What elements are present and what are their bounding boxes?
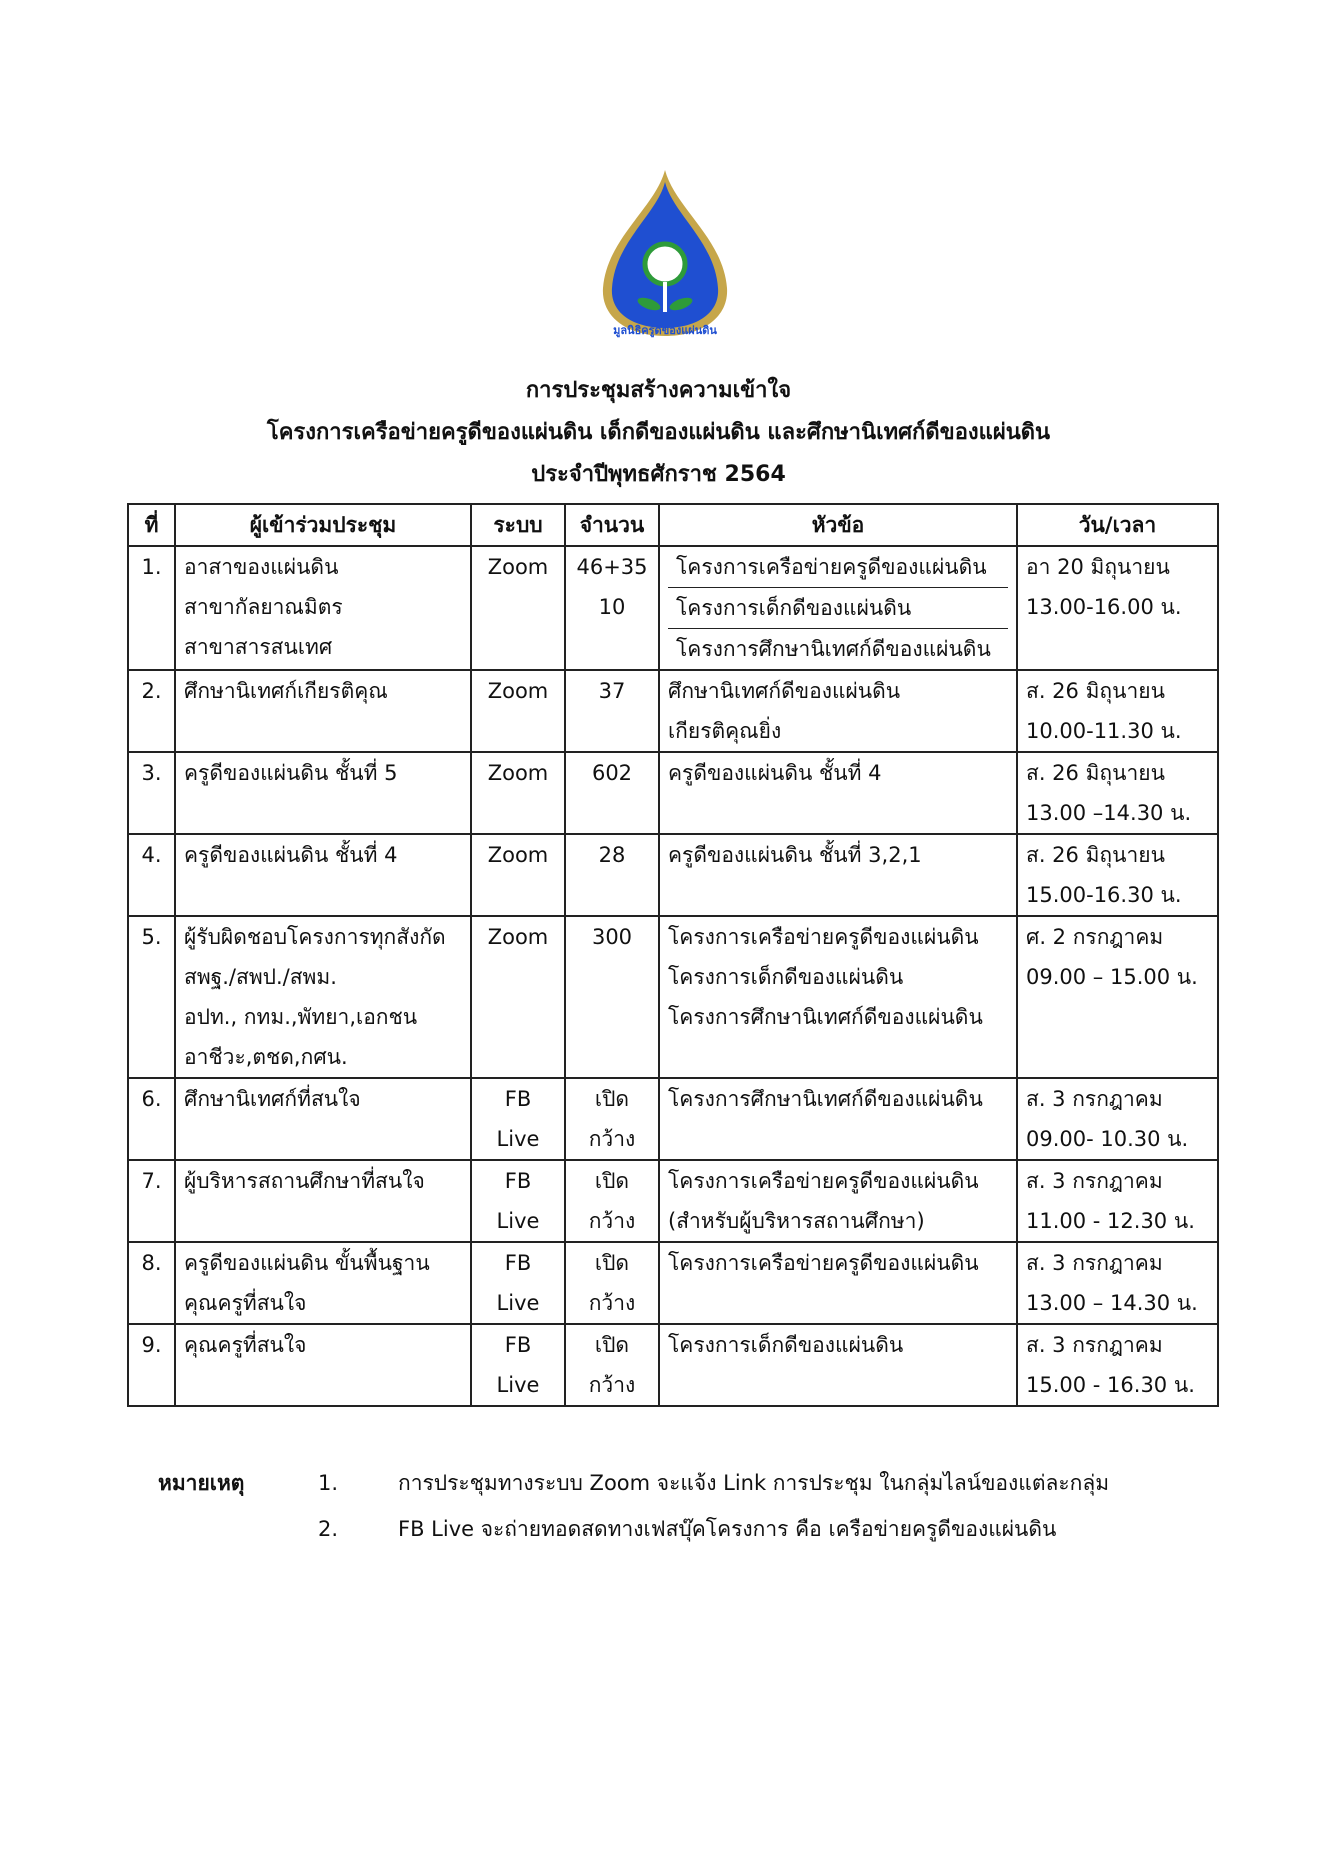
system-cell-line: Live bbox=[496, 1127, 540, 1151]
logo-text: มูลนิธิครูดีของแผ่นดิน bbox=[613, 324, 717, 337]
datetime-cell bbox=[1017, 1324, 1218, 1406]
header-participants: ผู้เข้าร่วมประชุม bbox=[175, 504, 471, 546]
system-cell bbox=[471, 834, 565, 916]
table-row bbox=[128, 1160, 1218, 1242]
count-cell bbox=[565, 1324, 659, 1406]
datetime-cell bbox=[1017, 546, 1218, 670]
participants-cell-line: อาชีวะ,ตชด,กศน. bbox=[184, 1045, 348, 1069]
topic-cell bbox=[659, 752, 1017, 834]
count-cell-line: 37 bbox=[598, 679, 626, 703]
topic-cell-line: โครงการเด็กดีของแผ่นดิน bbox=[668, 965, 904, 989]
count-cell bbox=[565, 670, 659, 752]
participants-cell-line: อปท., กทม.,พัทยา,เอกชน bbox=[184, 1005, 418, 1029]
table-row bbox=[128, 670, 1218, 752]
header-no: ที่ bbox=[128, 504, 175, 546]
logo-stem bbox=[663, 282, 667, 312]
datetime-cell-line: 10.00-11.30 น. bbox=[1026, 719, 1182, 743]
header-count: จำนวน bbox=[565, 504, 659, 546]
system-cell bbox=[471, 916, 565, 1078]
system-cell-line: FB bbox=[504, 1251, 532, 1275]
datetime-cell bbox=[1017, 670, 1218, 752]
note-number: 2. bbox=[318, 1517, 339, 1541]
topic-cell bbox=[659, 1078, 1017, 1160]
topic-cell bbox=[659, 546, 1017, 670]
datetime-cell-line: ส. 3 กรกฎาคม bbox=[1026, 1251, 1163, 1275]
header-system: ระบบ bbox=[471, 504, 565, 546]
datetime-cell bbox=[1017, 752, 1218, 834]
datetime-cell-line: ศ. 2 กรกฎาคม bbox=[1026, 925, 1164, 949]
table-row bbox=[128, 1242, 1218, 1324]
count-cell bbox=[565, 1242, 659, 1324]
count-cell-line: กว้าง bbox=[588, 1127, 636, 1151]
note-text: FB Live จะถ่ายทอดสดทางเฟสบุ๊คโครงการ คือ เครือข่ายครูดีของแผ่นดิน bbox=[398, 1517, 1057, 1541]
system-cell bbox=[471, 1242, 565, 1324]
row-number: 1. bbox=[128, 546, 175, 670]
system-cell-line: FB bbox=[504, 1087, 532, 1111]
participants-cell-line: ผู้รับผิดชอบโครงการทุกสังกัด bbox=[184, 925, 446, 949]
table-row bbox=[128, 752, 1218, 834]
row-number: 2. bbox=[128, 670, 175, 752]
participants-cell-line: สาขาสารสนเทศ bbox=[184, 635, 333, 659]
topic-cell-line: โครงการศึกษานิเทศก์ดีของแผ่นดิน bbox=[668, 1087, 983, 1111]
datetime-cell bbox=[1017, 1242, 1218, 1324]
topic-cell-line: โครงการศึกษานิเทศก์ดีของแผ่นดิน bbox=[668, 1005, 983, 1029]
datetime-cell-line: 09.00- 10.30 น. bbox=[1026, 1127, 1189, 1151]
datetime-cell-line: 15.00 - 16.30 น. bbox=[1026, 1373, 1195, 1397]
participants-cell-line: คุณครูที่สนใจ bbox=[184, 1291, 307, 1315]
count-cell-line: กว้าง bbox=[588, 1209, 636, 1233]
datetime-cell bbox=[1017, 1078, 1218, 1160]
count-cell-line: กว้าง bbox=[588, 1373, 636, 1397]
topic-cell bbox=[659, 916, 1017, 1078]
participants-cell-line: ครูดีของแผ่นดิน ชั้นที่ 4 bbox=[184, 843, 398, 867]
system-cell bbox=[471, 1324, 565, 1406]
participants-cell-line: ศึกษานิเทศก์ที่สนใจ bbox=[184, 1087, 361, 1111]
datetime-cell-line: ส. 3 กรกฎาคม bbox=[1026, 1087, 1163, 1111]
participants-cell-line: สพฐ./สพป./สพม. bbox=[184, 965, 337, 989]
participants-cell bbox=[175, 1242, 471, 1324]
datetime-cell-line: 13.00 – 14.30 น. bbox=[1026, 1291, 1198, 1315]
topic-cell bbox=[659, 670, 1017, 752]
header-datetime: วัน/เวลา bbox=[1017, 504, 1218, 546]
count-cell-line: เปิด bbox=[594, 1333, 630, 1357]
count-cell-line: เปิด bbox=[594, 1169, 630, 1193]
row-number: 9. bbox=[128, 1324, 175, 1406]
note-item bbox=[158, 1506, 1109, 1552]
count-cell bbox=[565, 752, 659, 834]
note-number: 1. bbox=[318, 1471, 339, 1495]
participants-cell-line: อาสาของแผ่นดิน bbox=[184, 555, 339, 579]
count-cell-line: 300 bbox=[591, 925, 633, 949]
count-cell-line: 46+35 bbox=[576, 555, 648, 579]
system-cell-line: Zoom bbox=[487, 761, 549, 785]
topic-cell-line: (สำหรับผู้บริหารสถานศึกษา) bbox=[668, 1209, 925, 1233]
table-row bbox=[128, 1324, 1218, 1406]
topic-cell bbox=[659, 1324, 1017, 1406]
system-cell-line: FB bbox=[504, 1333, 532, 1357]
table-row bbox=[128, 1078, 1218, 1160]
table-row bbox=[128, 546, 1218, 670]
topic-cell-line: ครูดีของแผ่นดิน ชั้นที่ 4 bbox=[668, 761, 882, 785]
row-number: 4. bbox=[128, 834, 175, 916]
row-number: 3. bbox=[128, 752, 175, 834]
system-cell bbox=[471, 670, 565, 752]
count-cell-line: 28 bbox=[598, 843, 626, 867]
topic-cell-line: ครูดีของแผ่นดิน ชั้นที่ 3,2,1 bbox=[668, 843, 922, 867]
topic-cell-line: โครงการเครือข่ายครูดีของแผ่นดิน bbox=[668, 547, 1008, 588]
title-line-3: ประจำปีพุทธศักราช 2564 bbox=[531, 462, 786, 487]
system-cell bbox=[471, 1160, 565, 1242]
participants-cell-line: ผู้บริหารสถานศึกษาที่สนใจ bbox=[184, 1169, 425, 1193]
notes bbox=[158, 1460, 1109, 1552]
title-line-2: โครงการเครือข่ายครูดีของแผ่นดิน เด็กดีของแผ่นดิน และศึกษานิเทศก์ดีของแผ่นดิน bbox=[266, 420, 1051, 445]
participants-cell bbox=[175, 916, 471, 1078]
topic-cell-line: โครงการเด็กดีของแผ่นดิน bbox=[668, 1333, 904, 1357]
count-cell bbox=[565, 834, 659, 916]
datetime-cell-line: ส. 3 กรกฎาคม bbox=[1026, 1169, 1163, 1193]
table-row bbox=[128, 834, 1218, 916]
datetime-cell-line: 11.00 - 12.30 น. bbox=[1026, 1209, 1195, 1233]
topic-cell-line: ศึกษานิเทศก์ดีของแผ่นดิน bbox=[668, 679, 901, 703]
count-cell-line: เปิด bbox=[594, 1087, 630, 1111]
topic-cell-line: โครงการเครือข่ายครูดีของแผ่นดิน bbox=[668, 1169, 979, 1193]
count-cell bbox=[565, 1160, 659, 1242]
topic-cell-line: โครงการเครือข่ายครูดีของแผ่นดิน bbox=[668, 1251, 979, 1275]
topic-cell bbox=[659, 834, 1017, 916]
participants-cell bbox=[175, 1078, 471, 1160]
count-cell bbox=[565, 546, 659, 670]
datetime-cell bbox=[1017, 834, 1218, 916]
header-topic: หัวข้อ bbox=[659, 504, 1017, 546]
count-cell-line: 602 bbox=[591, 761, 633, 785]
row-number: 6. bbox=[128, 1078, 175, 1160]
system-cell-line: Zoom bbox=[487, 679, 549, 703]
row-number: 5. bbox=[128, 916, 175, 1078]
foundation-logo bbox=[585, 168, 745, 340]
system-cell-line: Live bbox=[496, 1291, 540, 1315]
participants-cell-line: ครูดีของแผ่นดิน ขั้นพื้นฐาน bbox=[184, 1251, 430, 1275]
topic-cell-line: โครงการศึกษานิเทศก์ดีของแผ่นดิน bbox=[676, 637, 991, 661]
participants-cell bbox=[175, 546, 471, 670]
count-cell bbox=[565, 1078, 659, 1160]
datetime-cell-line: ส. 3 กรกฎาคม bbox=[1026, 1333, 1163, 1357]
participants-cell-line: คุณครูที่สนใจ bbox=[184, 1333, 307, 1357]
system-cell bbox=[471, 1078, 565, 1160]
logo-flower-ring bbox=[645, 244, 685, 284]
datetime-cell-line: ส. 26 มิถุนายน bbox=[1026, 843, 1165, 867]
system-cell-line: Live bbox=[496, 1209, 540, 1233]
participants-cell bbox=[175, 1160, 471, 1242]
datetime-cell bbox=[1017, 1160, 1218, 1242]
system-cell bbox=[471, 752, 565, 834]
participants-cell bbox=[175, 834, 471, 916]
topic-cell bbox=[659, 1242, 1017, 1324]
datetime-cell-line: อา 20 มิถุนายน bbox=[1026, 555, 1170, 579]
datetime-cell-line: ส. 26 มิถุนายน bbox=[1026, 761, 1165, 785]
count-cell-line: กว้าง bbox=[588, 1291, 636, 1315]
participants-cell-line: ครูดีของแผ่นดิน ชั้นที่ 5 bbox=[184, 761, 398, 785]
participants-cell bbox=[175, 1324, 471, 1406]
table-header-row bbox=[128, 504, 1218, 546]
system-cell-line: Live bbox=[496, 1373, 540, 1397]
row-number: 8. bbox=[128, 1242, 175, 1324]
topic-cell-line: โครงการเครือข่ายครูดีของแผ่นดิน bbox=[668, 925, 979, 949]
participants-cell-line: สาขากัลยาณมิตร bbox=[184, 595, 343, 619]
system-cell bbox=[471, 546, 565, 670]
count-cell-line: เปิด bbox=[594, 1251, 630, 1275]
datetime-cell-line: 09.00 – 15.00 น. bbox=[1026, 965, 1198, 989]
topic-cell bbox=[659, 1160, 1017, 1242]
note-text: การประชุมทางระบบ Zoom จะแจ้ง Link การประชุม ในกลุ่มไลน์ของแต่ละกลุ่ม bbox=[398, 1471, 1110, 1495]
title-line-1: การประชุมสร้างความเข้าใจ bbox=[525, 378, 792, 403]
document-title bbox=[0, 370, 1317, 496]
schedule-table bbox=[127, 503, 1219, 1407]
notes-label: หมายเหตุ bbox=[158, 1471, 245, 1495]
datetime-cell-line: 13.00 –14.30 น. bbox=[1026, 801, 1192, 825]
participants-cell-line: ศึกษานิเทศก์เกียรติคุณ bbox=[184, 679, 388, 703]
note-item bbox=[158, 1460, 1109, 1506]
system-cell-line: Zoom bbox=[487, 925, 549, 949]
datetime-cell-line: 13.00-16.00 น. bbox=[1026, 595, 1182, 619]
topic-cell-line: โครงการเด็กดีของแผ่นดิน bbox=[668, 588, 1008, 629]
table-row bbox=[128, 916, 1218, 1078]
count-cell bbox=[565, 916, 659, 1078]
topic-cell-line: เกียรติคุณยิ่ง bbox=[668, 719, 782, 743]
system-cell-line: Zoom bbox=[487, 555, 549, 579]
system-cell-line: FB bbox=[504, 1169, 532, 1193]
row-number: 7. bbox=[128, 1160, 175, 1242]
participants-cell bbox=[175, 670, 471, 752]
system-cell-line: Zoom bbox=[487, 843, 549, 867]
datetime-cell-line: ส. 26 มิถุนายน bbox=[1026, 679, 1165, 703]
count-cell-line: 10 bbox=[598, 595, 626, 619]
datetime-cell bbox=[1017, 916, 1218, 1078]
datetime-cell-line: 15.00-16.30 น. bbox=[1026, 883, 1182, 907]
participants-cell bbox=[175, 752, 471, 834]
